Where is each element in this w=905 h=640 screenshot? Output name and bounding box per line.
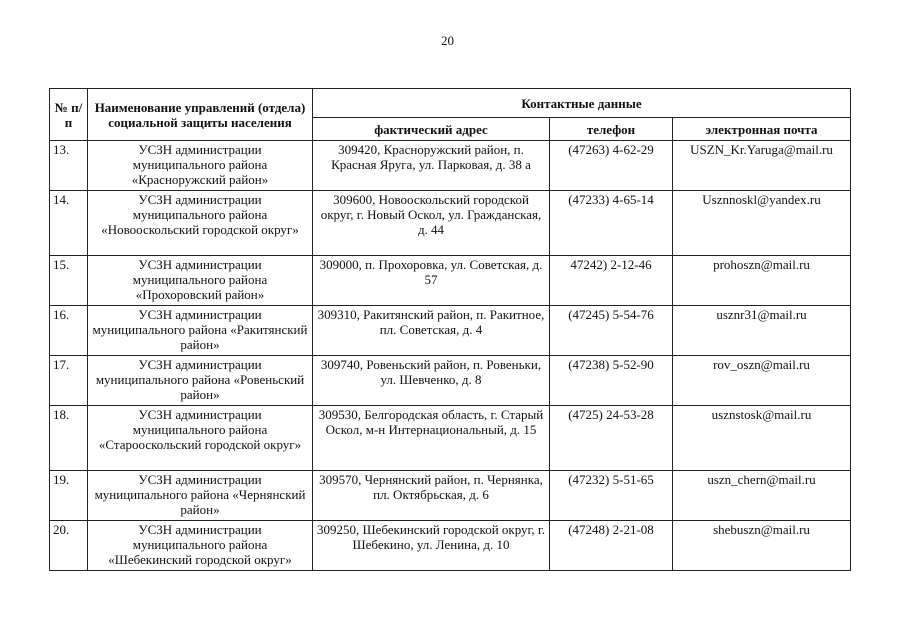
- table-row: [50, 471, 851, 521]
- office-phone: (47245) 5-54-76: [550, 306, 673, 356]
- office-address: 309740, Ровеньский район, п. Ровеньки, ул. Шевченко, д. 8: [313, 356, 550, 406]
- office-address: 309000, п. Прохоровка, ул. Советская, д. 57: [313, 256, 550, 306]
- office-address: 309250, Шебекинский городской округ, г. Шебекино, ул. Ленина, д. 10: [313, 521, 550, 571]
- header-name: Наименование управлений (отдела) социальной защиты населения: [88, 89, 313, 141]
- row-number: 19.: [50, 471, 88, 521]
- office-address: 309570, Чернянский район, п. Чернянка, пл. Октябрьская, д. 6: [313, 471, 550, 521]
- office-address: 309600, Новооскольский городской округ, г. Новый Оскол, ул. Гражданская, д. 44: [313, 191, 550, 256]
- header-phone: телефон: [550, 118, 673, 141]
- table-row: [50, 191, 851, 256]
- row-number: 16.: [50, 306, 88, 356]
- table-row: [50, 356, 851, 406]
- office-phone: (47263) 4-62-29: [550, 141, 673, 191]
- office-name: УСЗН администрации муниципального района «Прохоровский район»: [88, 256, 313, 306]
- table-row: [50, 406, 851, 471]
- header-contacts: Контактные данные: [313, 89, 851, 118]
- office-name: УСЗН администрации муниципального района «Новооскольский городской округ»: [88, 191, 313, 256]
- office-email: Usznnoskl@yandex.ru: [673, 191, 851, 256]
- office-phone: (47248) 2-21-08: [550, 521, 673, 571]
- office-address: 309420, Красноружский район, п. Красная Яруга, ул. Парковая, д. 38 а: [313, 141, 550, 191]
- office-address: 309310, Ракитянский район, п. Ракитное, пл. Советская, д. 4: [313, 306, 550, 356]
- office-phone: (47232) 5-51-65: [550, 471, 673, 521]
- office-name: УСЗН администрации муниципального района «Чернянский район»: [88, 471, 313, 521]
- row-number: 18.: [50, 406, 88, 471]
- office-name: УСЗН администрации муниципального района «Ракитянский район»: [88, 306, 313, 356]
- table-row: [50, 306, 851, 356]
- office-email: rov_oszn@mail.ru: [673, 356, 851, 406]
- office-name: УСЗН администрации муниципального района «Старооскольский городской округ»: [88, 406, 313, 471]
- office-phone: (4725) 24-53-28: [550, 406, 673, 471]
- page-number: 20: [441, 33, 454, 48]
- table-row: [50, 521, 851, 571]
- office-name: УСЗН администрации муниципального района «Шебекинский городской округ»: [88, 521, 313, 571]
- office-phone: (47238) 5-52-90: [550, 356, 673, 406]
- office-email: prohoszn@mail.ru: [673, 256, 851, 306]
- office-email: usznstosk@mail.ru: [673, 406, 851, 471]
- office-phone: (47233) 4-65-14: [550, 191, 673, 256]
- row-number: 17.: [50, 356, 88, 406]
- office-name: УСЗН администрации муниципального района «Ровеньский район»: [88, 356, 313, 406]
- office-name: УСЗН администрации муниципального района «Красноружский район»: [88, 141, 313, 191]
- row-number: 13.: [50, 141, 88, 191]
- office-phone: 47242) 2-12-46: [550, 256, 673, 306]
- header-row: [50, 89, 851, 118]
- office-email: uszn_chern@mail.ru: [673, 471, 851, 521]
- office-email: usznr31@mail.ru: [673, 306, 851, 356]
- office-email: shebuszn@mail.ru: [673, 521, 851, 571]
- row-number: 14.: [50, 191, 88, 256]
- header-email: электронная почта: [673, 118, 851, 141]
- row-number: 15.: [50, 256, 88, 306]
- contacts-table: [49, 88, 851, 571]
- row-number: 20.: [50, 521, 88, 571]
- header-address: фактический адрес: [313, 118, 550, 141]
- office-email: USZN_Kr.Yaruga@mail.ru: [673, 141, 851, 191]
- header-num: № п/п: [50, 89, 88, 141]
- office-address: 309530, Белгородская область, г. Старый Оскол, м-н Интернациональный, д. 15: [313, 406, 550, 471]
- table-row: [50, 141, 851, 191]
- table-row: [50, 256, 851, 306]
